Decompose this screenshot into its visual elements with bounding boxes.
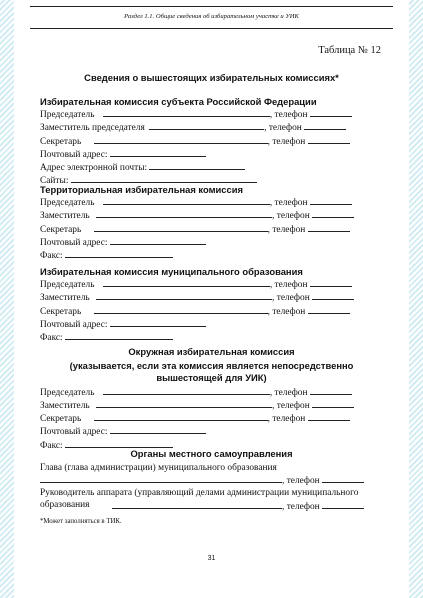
- section-territorial-commission: [40, 184, 383, 262]
- header-bottom-rule: [30, 28, 393, 29]
- postal-field[interactable]: [110, 236, 206, 245]
- head-phone-field[interactable]: [322, 474, 364, 483]
- secretary-label: Секретарь: [40, 136, 82, 147]
- chairman-label: Председатель: [40, 387, 95, 398]
- postal-field[interactable]: [110, 318, 206, 327]
- phone-label: , телефон: [272, 293, 310, 304]
- secretary-phone-field[interactable]: [308, 412, 350, 421]
- apparatus-manager: [40, 487, 383, 513]
- phone-label: , телефон: [267, 306, 306, 317]
- secretary-name-field[interactable]: [94, 223, 268, 232]
- deputy-label: Заместитель: [40, 293, 90, 304]
- section-subject-commission: [40, 96, 383, 188]
- email-row: [40, 161, 383, 174]
- deputy-name-field[interactable]: [96, 399, 272, 408]
- chairman-label: Председатель: [40, 280, 95, 290]
- deputy-phone-field[interactable]: [312, 291, 354, 300]
- section-municipal-commission: [40, 266, 383, 344]
- sites-field[interactable]: [71, 174, 257, 183]
- deputy-phone-field[interactable]: [312, 209, 354, 218]
- phone-label: , телефон: [267, 224, 306, 235]
- secretary-label: Секретарь: [40, 224, 82, 235]
- phone-label: , телефон: [269, 280, 308, 290]
- head-fields-row: [40, 474, 383, 487]
- section-district-commission: [40, 346, 383, 452]
- secretary-name-field[interactable]: [94, 135, 268, 144]
- running-header: [30, 5, 393, 31]
- deputy-name-field[interactable]: [96, 209, 272, 218]
- fax-label: Факс:: [40, 440, 63, 451]
- postal-label: Почтовый адрес:: [40, 149, 108, 160]
- chairman-name-field[interactable]: [103, 278, 270, 287]
- fax-field[interactable]: [65, 439, 173, 448]
- secretary-name-field[interactable]: [94, 412, 268, 421]
- secretary-label: Секретарь: [40, 306, 82, 317]
- secretary-row: [40, 412, 383, 425]
- phone-label: , телефон: [282, 475, 320, 486]
- section-title: Территориальная избирательная комиссия: [40, 184, 243, 195]
- secretary-label: Секретарь: [40, 414, 82, 425]
- chairman-row: [40, 196, 383, 209]
- postal-row: [40, 236, 383, 249]
- secretary-row: [40, 223, 383, 236]
- header-text: Раздел 1.1. Общие сведения об избирательном участке и УИК: [124, 13, 299, 20]
- fax-row: [40, 331, 383, 344]
- section-title-line1: Окружная избирательная комиссия: [128, 346, 295, 357]
- fax-field[interactable]: [65, 331, 173, 340]
- phone-label: , телефон: [267, 414, 306, 425]
- chairman-row: [40, 278, 383, 291]
- table-number: Таблица № 12: [318, 45, 381, 56]
- chairman-row: [40, 108, 383, 121]
- postal-label: Почтовый адрес:: [40, 319, 108, 330]
- footnote: *Может заполняться в ТИК.: [40, 518, 122, 525]
- postal-row: [40, 148, 383, 161]
- fax-row: [40, 249, 383, 262]
- deputy-label: Заместитель председателя: [40, 123, 145, 134]
- chairman-phone-field[interactable]: [310, 108, 352, 117]
- chairman-name-field[interactable]: [103, 108, 270, 117]
- secretary-row: [40, 305, 383, 318]
- postal-label: Почтовый адрес:: [40, 427, 108, 438]
- chairman-row: [40, 386, 383, 399]
- phone-label: , телефон: [267, 136, 306, 147]
- deputy-phone-field[interactable]: [312, 399, 354, 408]
- postal-field[interactable]: [110, 425, 206, 434]
- deputy-name-field[interactable]: [149, 121, 264, 130]
- chairman-label: Председатель: [40, 110, 95, 120]
- chairman-phone-field[interactable]: [310, 386, 352, 395]
- email-field[interactable]: [149, 161, 245, 170]
- manager-name-field[interactable]: [112, 500, 282, 509]
- deputy-row: [40, 399, 383, 412]
- section-title-line2: (указывается, если эта комиссия является непосредственно: [69, 359, 354, 371]
- secretary-name-field[interactable]: [94, 305, 268, 314]
- sites-label: Сайты:: [40, 176, 69, 187]
- left-decorative-stripe: [0, 0, 14, 598]
- secretary-phone-field[interactable]: [308, 135, 350, 144]
- postal-row: [40, 318, 383, 331]
- chairman-name-field[interactable]: [103, 196, 270, 205]
- deputy-label: Заместитель: [40, 400, 90, 411]
- section-title: Органы местного самоуправления: [130, 448, 293, 459]
- manager-fields-row: [40, 500, 383, 513]
- fax-label: Факс:: [40, 333, 63, 344]
- secretary-phone-field[interactable]: [308, 305, 350, 314]
- phone-label: , телефон: [272, 400, 310, 411]
- phone-label: , телефон: [269, 387, 308, 398]
- phone-label: , телефон: [272, 211, 310, 222]
- postal-field[interactable]: [110, 148, 206, 157]
- deputy-name-field[interactable]: [96, 291, 272, 300]
- phone-label: , телефон: [269, 198, 308, 208]
- deputy-row: [40, 291, 383, 304]
- head-of-municipality: [40, 462, 383, 488]
- page-number: 31: [207, 555, 216, 562]
- postal-label: Почтовый адрес:: [40, 237, 108, 248]
- deputy-label: Заместитель: [40, 211, 90, 222]
- secretary-phone-field[interactable]: [308, 223, 350, 232]
- phone-label: , телефон: [282, 501, 320, 512]
- email-label: Адрес электронной почты:: [40, 163, 148, 174]
- chairman-name-field[interactable]: [103, 386, 270, 395]
- section-title: Избирательная комиссия субъекта Российской Федерации: [40, 96, 317, 107]
- deputy-row: [40, 121, 383, 134]
- section-title-line3: вышестоящей для УИК): [156, 372, 267, 383]
- chairman-phone-field[interactable]: [310, 278, 352, 287]
- chairman-phone-field[interactable]: [310, 196, 352, 205]
- section-local-government: [40, 448, 383, 513]
- manager-label: Руководитель аппарата (управляющий делами администрации муниципального образования: [40, 488, 359, 511]
- head-name-field[interactable]: [40, 474, 282, 483]
- main-title: Сведения о вышестоящих избирательных комиссиях*: [84, 72, 339, 83]
- section-title: Избирательная комиссия муниципального образования: [40, 266, 303, 277]
- head-label: Глава (глава администрации) муниципального образования: [40, 462, 277, 473]
- manager-phone-field[interactable]: [322, 500, 364, 509]
- deputy-phone-field[interactable]: [304, 121, 346, 130]
- secretary-row: [40, 135, 383, 148]
- postal-row: [40, 425, 383, 438]
- fax-field[interactable]: [65, 249, 173, 258]
- right-decorative-stripe: [409, 0, 423, 598]
- phone-label: , телефон: [264, 123, 302, 134]
- header-top-rule: [30, 6, 393, 7]
- chairman-label: Председатель: [40, 198, 95, 208]
- phone-label: , телефон: [269, 110, 308, 120]
- fax-label: Факс:: [40, 251, 63, 262]
- deputy-row: [40, 209, 383, 222]
